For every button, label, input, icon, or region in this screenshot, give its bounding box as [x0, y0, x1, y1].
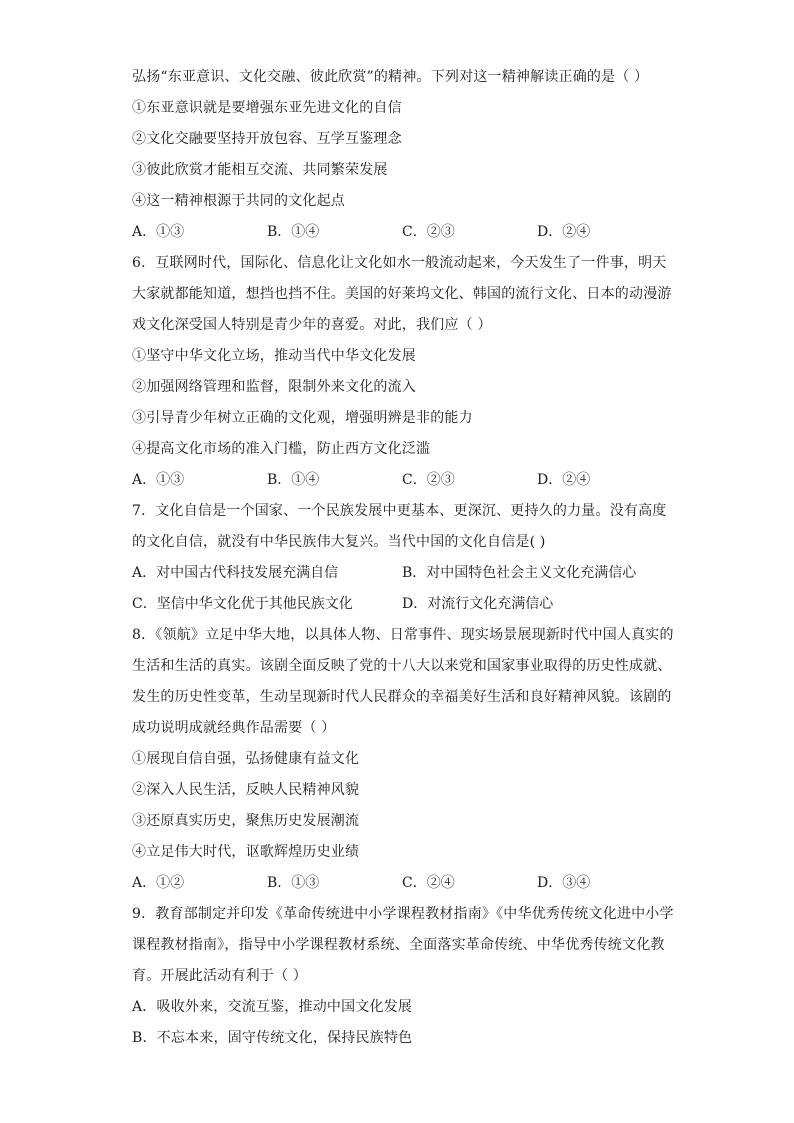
option-c: C．②③ [402, 224, 455, 240]
question-stem-line: 8．《领航》立足中华大地，以具体人物、日常事件、现实场景展现新时代中国人真实的 [132, 627, 674, 643]
option-a: A．①③ [132, 472, 185, 488]
question-stem-line: 育。开展此活动有利于（ ） [132, 968, 308, 984]
question-9 [132, 899, 672, 1054]
statement-4: ④这一精神根源于共同的文化起点 [132, 193, 345, 209]
option-d: D．②④ [537, 472, 591, 488]
statement-3: ③彼此欣赏才能相互交流、共同繁荣发展 [132, 162, 388, 178]
question-6 [132, 248, 672, 496]
statement-4: ④立足伟大时代，讴歌辉煌历史业绩 [132, 844, 360, 860]
question-stem-line: 6．互联网时代，国际化、信息化让文化如水一般流动起来，今天发生了一件事，明天 [132, 255, 667, 271]
option-d: D．②④ [537, 224, 591, 240]
answer-options [132, 465, 672, 496]
statement-1: ①展现自信自强，弘扬健康有益文化 [132, 751, 360, 767]
exam-page [132, 62, 672, 1054]
statement-2: ②加强网络管理和监督，限制外来文化的流入 [132, 379, 416, 395]
option-a: A．①② [132, 875, 185, 891]
question-stem-line: 9．教育部制定并印发《革命传统进中小学课程教材指南》《中华优秀传统文化进中小学 [132, 906, 674, 922]
statement-2: ②深入人民生活，反映人民精神风貌 [132, 782, 360, 798]
option-a: A．①③ [132, 224, 185, 240]
question-7 [132, 496, 672, 620]
answer-options [132, 868, 672, 899]
statement-3: ③引导青少年树立正确的文化观，增强明辨是非的能力 [132, 410, 473, 426]
option-d: D．③④ [537, 875, 591, 891]
option-c: C．②④ [402, 875, 455, 891]
statement-1: ①东亚意识就是要增强东亚先进文化的自信 [132, 100, 402, 116]
statement-1: ①坚守中华文化立场，推动当代中华文化发展 [132, 348, 416, 364]
option-b: B．不忘本来，固守传统文化，保持民族特色 [132, 1030, 413, 1046]
question-stem-line: 发生的历史性变革，生动呈现新时代人民群众的幸福美好生活和良好精神风貌。该剧的 [132, 689, 672, 705]
option-b: B．①③ [267, 875, 320, 891]
option-a: A．吸收外来，交流互鉴，推动中国文化发展 [132, 999, 413, 1015]
statement-3: ③还原真实历史，聚焦历史发展潮流 [132, 813, 360, 829]
option-c: C．坚信中华文化优于其他民族文化 [132, 596, 353, 612]
option-b: B．①④ [267, 472, 320, 488]
question-stem-line: 课程教材指南》，指导中小学课程教材系统、全面落实革命传统、中华优秀传统文化教 [132, 937, 665, 953]
option-b: B．①④ [267, 224, 320, 240]
question-stem-line: 戏文化深受国人特别是青少年的喜爱。对此，我们应（ ） [132, 317, 492, 333]
question-stem-line: 的文化自信，就没有中华民族伟大复兴。当代中国的文化自信是( ) [132, 534, 546, 550]
question-stem-line: 生活和生活的真实。该剧全面反映了党的十八大以来党和国家事业取得的历史性成就、 [132, 658, 672, 674]
answer-options [132, 217, 672, 248]
option-b: B．对中国特色社会主义文化充满信心 [402, 565, 637, 581]
question-stem-line: 成功说明成就经典作品需要（ ） [132, 720, 336, 736]
question-stem: 弘扬“东亚意识、文化交融、彼此欣赏”的精神。下列对这一精神解读正确的是（ ） [132, 69, 649, 85]
statement-2: ②文化交融要坚持开放包容、互学互鉴理念 [132, 131, 402, 147]
question-5 [132, 62, 672, 248]
option-d: D．对流行文化充满信心 [402, 596, 554, 612]
option-a: A．对中国古代科技发展充满自信 [132, 565, 339, 581]
answer-options [132, 589, 672, 620]
question-stem-line: 大家就都能知道，想挡也挡不住。美国的好莱坞文化、韩国的流行文化、日本的动漫游 [132, 286, 672, 302]
statement-4: ④提高文化市场的准入门槛，防止西方文化泛滥 [132, 441, 431, 457]
question-stem-line: 7．文化自信是一个国家、一个民族发展中更基本、更深沉、更持久的力量。没有高度 [132, 503, 667, 519]
question-8 [132, 620, 672, 899]
option-c: C．②③ [402, 472, 455, 488]
answer-options [132, 558, 672, 589]
